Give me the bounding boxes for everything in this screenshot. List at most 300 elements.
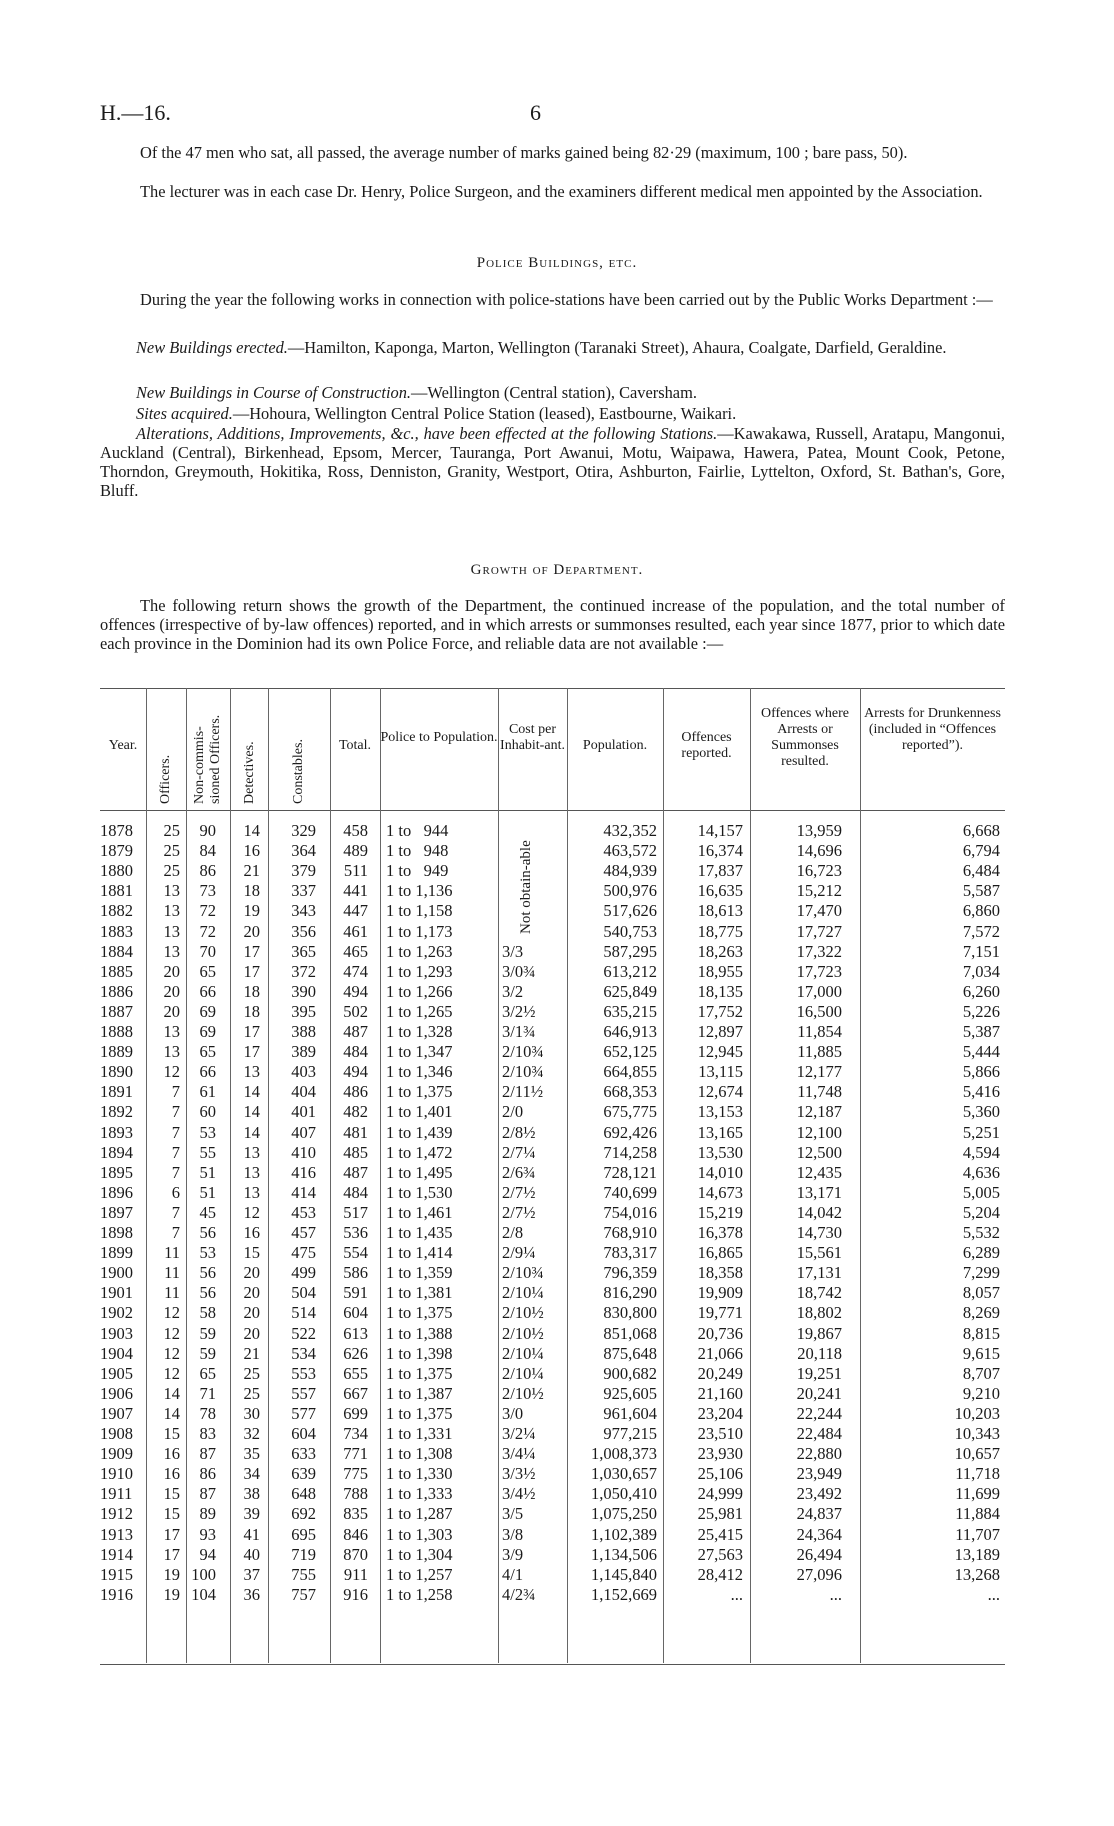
cell-ratio: 1 to 1,304 (386, 1544, 453, 1564)
cell-noncom: 87 (199, 1484, 216, 1504)
cell-drunk: 5,005 (962, 1182, 1000, 1202)
cell-cost: 3/0 (502, 1403, 524, 1423)
cell-noncom: 100 (191, 1564, 216, 1584)
cell-total: 775 (343, 1464, 368, 1484)
table-row (100, 1062, 1005, 1082)
header-noncom-line1: Non-commis- (192, 726, 207, 804)
cell-constables: 407 (291, 1122, 316, 1142)
table-row (100, 1565, 1005, 1585)
cell-noncom: 69 (199, 1001, 216, 1021)
cell-cost: 2/7¼ (502, 1142, 536, 1162)
cell-officers: 13 (163, 921, 180, 941)
cell-officers: 14 (163, 1383, 180, 1403)
table-row (100, 1364, 1005, 1384)
cell-total: 487 (343, 1022, 368, 1041)
cell-drunk: 6,794 (962, 841, 1000, 861)
cell-officers: 13 (163, 941, 180, 961)
cell-officers: 7 (171, 1122, 180, 1142)
cell-ratio: 1 to 1,257 (386, 1564, 453, 1584)
cell-officers: 16 (163, 1464, 180, 1484)
cell-year: 1895 (100, 1162, 133, 1182)
cell-ratio: 1 to 1,530 (386, 1182, 453, 1202)
header-police-to-population: Police to Population. (380, 730, 498, 745)
cell-officers: 25 (163, 841, 180, 861)
cell-total: 494 (343, 1062, 368, 1082)
cell-offences: 27,563 (697, 1544, 743, 1564)
cell-drunk: 5,251 (962, 1122, 1000, 1142)
cell-constables: 403 (291, 1062, 316, 1082)
cell-cost: 4/1 (502, 1564, 524, 1584)
cell-noncom: 51 (199, 1182, 216, 1202)
cell-detectives: 17 (243, 941, 260, 961)
cell-offences: ... (730, 1584, 743, 1604)
cell-total: 655 (343, 1363, 368, 1383)
cell-noncom: 69 (199, 1022, 216, 1041)
cell-noncom: 65 (199, 961, 216, 981)
cell-cost: 2/10¾ (502, 1042, 544, 1062)
cell-offences: 14,157 (697, 821, 743, 840)
header-offences-reported: Offences reported. (681, 730, 732, 761)
cell-constables: 414 (291, 1182, 316, 1202)
cell-officers: 25 (163, 861, 180, 881)
cell-officers: 12 (163, 1303, 180, 1323)
cell-population: 977,215 (603, 1424, 657, 1443)
cell-constables: 719 (291, 1544, 316, 1564)
cell-arrests: 12,100 (796, 1122, 842, 1142)
cell-noncom: 53 (199, 1243, 216, 1263)
cell-offences: 14,010 (697, 1162, 743, 1182)
cell-population: 925,605 (603, 1383, 657, 1403)
cell-total: 511 (343, 861, 368, 881)
cell-cost: 3/4½ (502, 1484, 536, 1504)
cell-constables: 755 (291, 1564, 316, 1584)
cell-constables: 395 (291, 1001, 316, 1021)
cell-detectives: 14 (243, 1102, 260, 1122)
table-row (100, 1183, 1005, 1203)
cell-population: 517,626 (603, 901, 657, 921)
cell-drunk: 6,260 (962, 981, 1000, 1001)
cell-ratio: 1 to 1,158 (386, 901, 453, 921)
cell-cost: 2/6¾ (502, 1162, 536, 1182)
cell-constables: 553 (291, 1363, 316, 1383)
cell-drunk: 4,594 (962, 1142, 1000, 1162)
cell-offences: 12,674 (697, 1082, 743, 1102)
cell-year: 1910 (100, 1464, 133, 1484)
cell-population: 768,910 (603, 1223, 657, 1242)
cell-offences: 12,945 (697, 1042, 743, 1062)
cell-arrests: 12,500 (796, 1142, 842, 1162)
cell-noncom: 83 (199, 1424, 216, 1443)
sites-acquired-label: Sites acquired. (136, 404, 233, 423)
growth-table (100, 688, 1005, 1668)
cell-detectives: 32 (243, 1424, 260, 1443)
cell-total: 485 (343, 1142, 368, 1162)
cell-arrests: 24,364 (796, 1524, 842, 1544)
cell-officers: 17 (163, 1524, 180, 1544)
cell-ratio: 1 to 1,439 (386, 1122, 453, 1142)
cell-constables: 365 (291, 941, 316, 961)
cell-noncom: 55 (199, 1142, 216, 1162)
cell-officers: 7 (171, 1223, 180, 1242)
table-row (100, 1484, 1005, 1504)
cell-cost: 3/1¾ (502, 1022, 536, 1041)
cell-detectives: 35 (243, 1444, 260, 1464)
cell-cost: 3/8 (502, 1524, 524, 1544)
cell-offences: 25,415 (697, 1524, 743, 1544)
cell-arrests: 17,322 (796, 941, 842, 961)
cell-noncom: 86 (199, 1464, 216, 1484)
cell-offences: 17,752 (697, 1001, 743, 1021)
cell-year: 1893 (100, 1122, 133, 1142)
cell-drunk: 5,360 (962, 1102, 1000, 1122)
cell-year: 1885 (100, 961, 133, 981)
cell-ratio: 1 to 1,258 (386, 1584, 453, 1604)
cell-year: 1902 (100, 1303, 133, 1323)
cell-officers: 17 (163, 1544, 180, 1564)
cell-offences: 13,530 (697, 1142, 743, 1162)
cell-officers: 11 (164, 1263, 180, 1283)
table-row (100, 881, 1005, 901)
cell-year: 1881 (100, 881, 133, 901)
cell-constables: 356 (291, 921, 316, 941)
cell-constables: 389 (291, 1042, 316, 1062)
table-row (100, 1243, 1005, 1263)
cell-arrests: 13,171 (796, 1182, 842, 1202)
cell-ratio: 1 to 1,375 (386, 1363, 453, 1383)
cell-population: 1,008,373 (591, 1444, 657, 1464)
cell-detectives: 20 (243, 1303, 260, 1323)
cell-population: 754,016 (603, 1202, 657, 1222)
cell-noncom: 70 (199, 941, 216, 961)
cell-drunk: 7,572 (962, 921, 1000, 941)
cell-total: 613 (343, 1323, 368, 1343)
cell-drunk: 13,268 (954, 1564, 1000, 1584)
cell-ratio: 1 to 1,414 (386, 1243, 453, 1263)
cell-offences: 18,775 (697, 921, 743, 941)
cell-year: 1912 (100, 1504, 133, 1524)
growth-intro: The following return shows the growth of the Department, the continued increase of the population, and the total number of offences (irrespective of by-law offences) reported, and in which arrests or summonses resulted, each year since 1877, prior to which date each province in the Dominion had its own Police Force, and reliable data are not available :— (100, 596, 1005, 653)
cell-detectives: 25 (243, 1383, 260, 1403)
table-row (100, 1444, 1005, 1464)
cell-arrests: 14,042 (796, 1202, 842, 1222)
cell-cost: 2/0 (502, 1102, 524, 1122)
cell-total: 586 (343, 1263, 368, 1283)
cell-population: 1,145,840 (591, 1564, 657, 1584)
cell-arrests: 18,742 (796, 1283, 842, 1303)
cell-drunk: 6,484 (962, 861, 1000, 881)
cell-noncom: 56 (199, 1263, 216, 1283)
cell-detectives: 13 (243, 1062, 260, 1082)
cell-total: 461 (343, 921, 368, 941)
cell-total: 771 (343, 1444, 368, 1464)
cell-detectives: 39 (243, 1504, 260, 1524)
cell-ratio: 1 to 1,308 (386, 1444, 453, 1464)
cell-population: 1,050,410 (591, 1484, 657, 1504)
table-row (100, 1042, 1005, 1062)
cell-noncom: 72 (199, 921, 216, 941)
cell-drunk: 6,668 (962, 821, 1000, 840)
header-bottom-rule (100, 810, 1005, 811)
table-row (100, 1324, 1005, 1344)
cell-arrests: 11,748 (797, 1082, 842, 1102)
cell-drunk: 10,657 (954, 1444, 1000, 1464)
header-officers: Officers. (158, 754, 173, 804)
table-row (100, 1002, 1005, 1022)
cell-offences: 12,897 (697, 1022, 743, 1041)
cell-offences: 17,837 (697, 861, 743, 881)
cell-population: 540,753 (603, 921, 657, 941)
cell-noncom: 56 (199, 1283, 216, 1303)
cell-noncom: 71 (199, 1383, 216, 1403)
cell-year: 1915 (100, 1564, 133, 1584)
cell-cost: 2/8½ (502, 1122, 536, 1142)
cell-ratio: 1 to 1,387 (386, 1383, 453, 1403)
cell-detectives: 17 (243, 961, 260, 981)
cell-constables: 648 (291, 1484, 316, 1504)
cell-total: 482 (343, 1102, 368, 1122)
cell-offences: 23,930 (697, 1444, 743, 1464)
cell-noncom: 73 (199, 881, 216, 901)
document-reference: H.—16. (100, 100, 171, 125)
cell-cost: 3/9 (502, 1544, 524, 1564)
cell-officers: 12 (163, 1363, 180, 1383)
header-noncom-line2: sioned Officers. (208, 714, 223, 804)
cell-noncom: 66 (199, 981, 216, 1001)
cell-arrests: 15,561 (796, 1243, 842, 1263)
cell-officers: 13 (163, 1022, 180, 1041)
cell-detectives: 17 (243, 1042, 260, 1062)
cell-ratio: 1 to 1,401 (386, 1102, 453, 1122)
cell-offences: 18,358 (697, 1263, 743, 1283)
cell-arrests: 11,885 (797, 1042, 842, 1062)
cell-officers: 11 (164, 1243, 180, 1263)
cell-ratio: 1 to 1,331 (386, 1424, 453, 1443)
cell-population: 587,295 (603, 941, 657, 961)
cell-ratio: 1 to 944 (386, 821, 449, 840)
cell-noncom: 59 (199, 1323, 216, 1343)
table-row (100, 861, 1005, 881)
cell-noncom: 84 (199, 841, 216, 861)
header-total: Total. (338, 738, 372, 753)
cell-arrests: 22,244 (796, 1403, 842, 1423)
cell-arrests: 17,727 (796, 921, 842, 941)
cell-population: 714,258 (603, 1142, 657, 1162)
cell-ratio: 1 to 1,495 (386, 1162, 453, 1182)
cell-offences: 21,066 (697, 1343, 743, 1363)
cell-constables: 475 (291, 1243, 316, 1263)
table-row (100, 1143, 1005, 1163)
cell-offences: 18,955 (697, 961, 743, 981)
cell-constables: 757 (291, 1584, 316, 1604)
cell-detectives: 30 (243, 1403, 260, 1423)
cell-drunk: 8,707 (962, 1363, 1000, 1383)
cell-total: 536 (343, 1223, 368, 1242)
cell-ratio: 1 to 1,265 (386, 1001, 453, 1021)
cell-ratio: 1 to 1,388 (386, 1323, 453, 1343)
cell-year: 1892 (100, 1102, 133, 1122)
table-row (100, 982, 1005, 1002)
cell-officers: 12 (163, 1323, 180, 1343)
cell-ratio: 1 to 949 (386, 861, 449, 881)
cell-ratio: 1 to 1,461 (386, 1202, 453, 1222)
cell-total: 447 (343, 901, 368, 921)
cell-total: 486 (343, 1082, 368, 1102)
cell-population: 875,648 (603, 1343, 657, 1363)
cell-arrests: 22,880 (796, 1444, 842, 1464)
cell-drunk: 10,203 (954, 1403, 1000, 1423)
cell-ratio: 1 to 1,330 (386, 1464, 453, 1484)
header-drunkenness: Arrests for Drunkenness (included in “Offences reported”). (864, 706, 1001, 753)
table-row (100, 821, 1005, 841)
cell-arrests: 13,959 (796, 821, 842, 840)
cell-detectives: 19 (243, 901, 260, 921)
cell-drunk: 8,269 (962, 1303, 1000, 1323)
cell-total: 484 (343, 1182, 368, 1202)
cell-arrests: 12,435 (796, 1162, 842, 1182)
cell-detectives: 41 (243, 1524, 260, 1544)
cell-cost: 2/7½ (502, 1202, 536, 1222)
cell-ratio: 1 to 1,136 (386, 881, 453, 901)
cell-population: 613,212 (603, 961, 657, 981)
cell-ratio: 1 to 1,287 (386, 1504, 453, 1524)
cell-arrests: 20,241 (796, 1383, 842, 1403)
cell-population: 675,775 (603, 1102, 657, 1122)
cell-officers: 13 (163, 881, 180, 901)
cell-year: 1888 (100, 1022, 133, 1041)
alterations-entry (100, 424, 1005, 500)
cell-detectives: 18 (243, 881, 260, 901)
cell-officers: 19 (163, 1584, 180, 1604)
cell-population: 961,604 (603, 1403, 657, 1423)
cell-offences: 19,909 (697, 1283, 743, 1303)
cell-constables: 534 (291, 1343, 316, 1363)
cell-total: 487 (343, 1162, 368, 1182)
cell-arrests: 17,723 (796, 961, 842, 981)
cost-not-obtainable-note: Not obtain-able (518, 840, 534, 934)
cell-cost: 3/2½ (502, 1001, 536, 1021)
cell-detectives: 16 (243, 841, 260, 861)
cell-year: 1900 (100, 1263, 133, 1283)
cell-constables: 692 (291, 1504, 316, 1524)
cell-arrests: 24,837 (796, 1504, 842, 1524)
header-population: Population. (582, 738, 648, 753)
cell-officers: 19 (163, 1564, 180, 1584)
cell-total: 554 (343, 1243, 368, 1263)
cell-cost: 3/3½ (502, 1464, 536, 1484)
cell-year: 1897 (100, 1202, 133, 1222)
cell-total: 484 (343, 1042, 368, 1062)
cell-arrests: 18,802 (796, 1303, 842, 1323)
cell-constables: 499 (291, 1263, 316, 1283)
cell-constables: 577 (291, 1403, 316, 1423)
cell-offences: 25,981 (697, 1504, 743, 1524)
cell-detectives: 13 (243, 1142, 260, 1162)
cell-detectives: 14 (243, 821, 260, 840)
cell-drunk: 13,189 (954, 1544, 1000, 1564)
cell-constables: 639 (291, 1464, 316, 1484)
cell-drunk: 5,387 (962, 1022, 1000, 1041)
cell-drunk: 5,226 (962, 1001, 1000, 1021)
cell-offences: 18,135 (697, 981, 743, 1001)
cell-total: 699 (343, 1403, 368, 1423)
cell-cost: 2/9¼ (502, 1243, 536, 1263)
cell-noncom: 87 (199, 1444, 216, 1464)
cell-officers: 6 (171, 1182, 180, 1202)
cell-arrests: 12,187 (796, 1102, 842, 1122)
table-row (100, 1123, 1005, 1143)
cell-drunk: 4,636 (962, 1162, 1000, 1182)
cell-constables: 410 (291, 1142, 316, 1162)
cell-drunk: 5,532 (962, 1223, 1000, 1242)
cell-year: 1878 (100, 821, 133, 840)
cell-noncom: 86 (199, 861, 216, 881)
lecturer-paragraph: The lecturer was in each case Dr. Henry, Police Surgeon, and the examiners different medical men appointed by the Association. (140, 182, 983, 201)
cell-detectives: 21 (243, 861, 260, 881)
cell-year: 1903 (100, 1323, 133, 1343)
new-buildings-entry (100, 338, 1005, 357)
cell-constables: 416 (291, 1162, 316, 1182)
cell-detectives: 20 (243, 1323, 260, 1343)
cell-population: 783,317 (603, 1243, 657, 1263)
cell-officers: 20 (163, 961, 180, 981)
cell-drunk: 10,343 (954, 1424, 1000, 1443)
cell-year: 1886 (100, 981, 133, 1001)
cell-detectives: 37 (243, 1564, 260, 1584)
cell-detectives: 18 (243, 981, 260, 1001)
cell-drunk: 8,815 (962, 1323, 1000, 1343)
cell-arrests: 19,251 (796, 1363, 842, 1383)
cell-constables: 557 (291, 1383, 316, 1403)
cell-drunk: 11,718 (955, 1464, 1000, 1484)
cell-cost: 2/10¼ (502, 1283, 544, 1303)
cell-arrests: 27,096 (796, 1564, 842, 1584)
cell-arrests: 23,949 (796, 1464, 842, 1484)
cell-arrests: 17,470 (796, 901, 842, 921)
cell-year: 1916 (100, 1584, 133, 1604)
cell-officers: 14 (163, 1403, 180, 1423)
table-row (100, 1384, 1005, 1404)
sites-acquired-text: —Hohoura, Wellington Central Police Station (leased), Eastbourne, Waikari. (232, 404, 737, 423)
cell-noncom: 60 (199, 1102, 216, 1122)
table-row (100, 1163, 1005, 1183)
cell-total: 835 (343, 1504, 368, 1524)
cell-population: 625,849 (603, 981, 657, 1001)
cell-drunk: 11,707 (955, 1524, 1000, 1544)
cell-ratio: 1 to 1,293 (386, 961, 453, 981)
cell-ratio: 1 to 1,333 (386, 1484, 453, 1504)
cell-arrests: 22,484 (796, 1424, 842, 1443)
buildings-intro: During the year the following works in connection with police-stations have been carried out by the Public Works Department :— (140, 290, 993, 309)
cell-officers: 13 (163, 901, 180, 921)
table-bottom-rule (100, 1664, 1005, 1665)
cell-detectives: 12 (243, 1202, 260, 1222)
cell-detectives: 13 (243, 1162, 260, 1182)
cell-detectives: 14 (243, 1122, 260, 1142)
cell-noncom: 66 (199, 1062, 216, 1082)
cell-offences: 16,374 (697, 841, 743, 861)
cell-ratio: 1 to 1,375 (386, 1082, 453, 1102)
cell-constables: 504 (291, 1283, 316, 1303)
cell-offences: 13,165 (697, 1122, 743, 1142)
cell-constables: 372 (291, 961, 316, 981)
table-row (100, 1404, 1005, 1424)
cell-officers: 7 (171, 1202, 180, 1222)
new-buildings-label: New Buildings erected. (136, 338, 288, 357)
cell-year: 1896 (100, 1182, 133, 1202)
cell-cost: 2/10¼ (502, 1363, 544, 1383)
cell-constables: 514 (291, 1303, 316, 1323)
cell-drunk: 5,587 (962, 881, 1000, 901)
